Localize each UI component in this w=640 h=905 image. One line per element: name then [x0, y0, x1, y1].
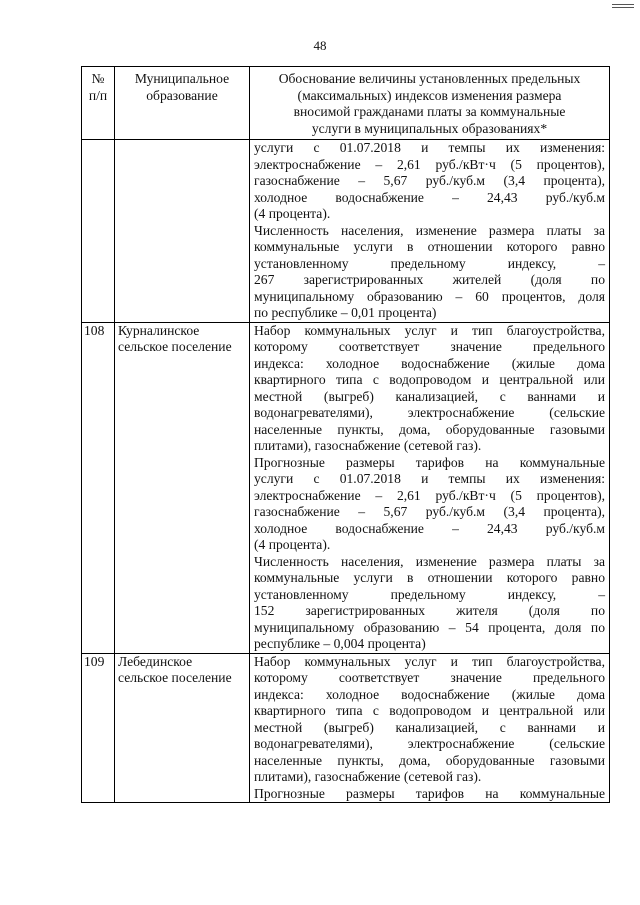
justification-line: установленному предельному индексу, – — [254, 586, 605, 602]
justification-cell — [250, 653, 610, 803]
justification-line: населенные пункты, дома, оборудованные газовыми — [254, 421, 605, 437]
justification-line: Численность населения, изменение размера платы за — [254, 553, 605, 569]
justification-line: по республике – 0,01 процента) — [254, 305, 437, 320]
justification-line: плитами), газоснабжение (сетевой газ). — [254, 769, 482, 784]
justification-line: муниципальному образованию – 54 процента, доля по — [254, 619, 605, 635]
justification-line: холодное водоснабжение – 24,43 руб./куб.м — [254, 189, 605, 205]
municipality-cell — [115, 653, 250, 803]
justification-line: газоснабжение – 5,67 руб./куб.м (3,4 процента), — [254, 504, 605, 519]
justification-line: населенные пункты, дома, оборудованные газовыми — [254, 752, 605, 768]
justification-line: (4 процента). — [254, 537, 331, 552]
justification-line: которому соответствует значение предельного — [254, 670, 605, 685]
row-number: 108 — [82, 322, 115, 653]
justification-cell — [250, 322, 610, 653]
justification-line: Прогнозные размеры тарифов на коммунальные — [254, 785, 605, 801]
header-justification: Обоснование величины установленных предельных (максимальных) индексов изменения размера вносимой гражданами платы за коммунальные услуги в муниципальных образованиях* — [250, 67, 610, 140]
justification-line: Набор коммунальных услуг и тип благоустройства, — [254, 653, 605, 669]
municipality-name-line: сельское поселение — [118, 670, 232, 685]
justification-line: электроснабжение – 2,61 руб./кВт·ч (5 процентов), — [254, 487, 605, 503]
justification-line: водонагревателями), электроснабжение (сельские — [254, 736, 605, 751]
justification-cell — [250, 140, 610, 323]
municipality-name-line: сельское поселение — [118, 339, 232, 354]
justification-line: 267 зарегистрированных жителей (доля по — [254, 272, 605, 287]
justification-line: индекса: холодное водоснабжение (жилые дома — [254, 686, 605, 702]
table-header-row — [82, 67, 610, 140]
municipality-name-line: Курналинское — [118, 322, 200, 338]
justification-line: услуги с 01.07.2018 и темпы их изменения: — [254, 140, 605, 155]
justification-line: Набор коммунальных услуг и тип благоустройства, — [254, 322, 605, 338]
justification-line: коммунальные услуги в отношении которого равно — [254, 239, 605, 254]
justification-line: холодное водоснабжение – 24,43 руб./куб.м — [254, 520, 605, 536]
page-number: 48 — [313, 38, 327, 53]
justification-line: водонагревателями), электроснабжение (сельские — [254, 405, 605, 420]
row-number — [82, 140, 115, 323]
header-municipality: Муниципальное образование — [115, 67, 250, 140]
justification-line: коммунальные услуги в отношении которого равно — [254, 570, 605, 585]
justification-line: 152 зарегистрированных жителя (доля по — [254, 603, 605, 618]
municipality-name-line: Лебединское — [118, 653, 193, 669]
justification-line: электроснабжение – 2,61 руб./кВт·ч (5 процентов), — [254, 156, 605, 172]
justification-line: установленному предельному индексу, – — [254, 255, 605, 271]
table-row — [82, 140, 610, 323]
municipality-cell — [115, 322, 250, 653]
justification-line: Прогнозные размеры тарифов на коммунальные — [254, 454, 605, 470]
header-number: № п/п — [82, 67, 115, 140]
justification-line: квартирного типа с водопроводом и центральной или — [254, 703, 605, 718]
justification-line: плитами), газоснабжение (сетевой газ). — [254, 438, 482, 453]
municipality-cell — [115, 140, 250, 323]
justification-line: местной (выгреб) канализацией, с ваннами и — [254, 388, 605, 404]
corner-mark — [612, 4, 634, 10]
justification-line: (4 процента). — [254, 206, 331, 221]
justification-line: газоснабжение – 5,67 руб./куб.м (3,4 процента), — [254, 173, 605, 188]
justification-line: республике – 0,004 процента) — [254, 636, 426, 651]
justification-line: муниципальному образованию – 60 процентов, доля — [254, 288, 605, 304]
table-row — [82, 322, 610, 653]
justification-line: квартирного типа с водопроводом и центральной или — [254, 372, 605, 387]
table-row — [82, 653, 610, 803]
row-number: 109 — [82, 653, 115, 803]
tariff-table — [81, 66, 610, 803]
justification-line: местной (выгреб) канализацией, с ваннами и — [254, 719, 605, 735]
justification-line: индекса: холодное водоснабжение (жилые дома — [254, 355, 605, 371]
justification-line: Численность населения, изменение размера платы за — [254, 222, 605, 238]
justification-line: услуги с 01.07.2018 и темпы их изменения: — [254, 471, 605, 486]
justification-line: которому соответствует значение предельного — [254, 339, 605, 354]
